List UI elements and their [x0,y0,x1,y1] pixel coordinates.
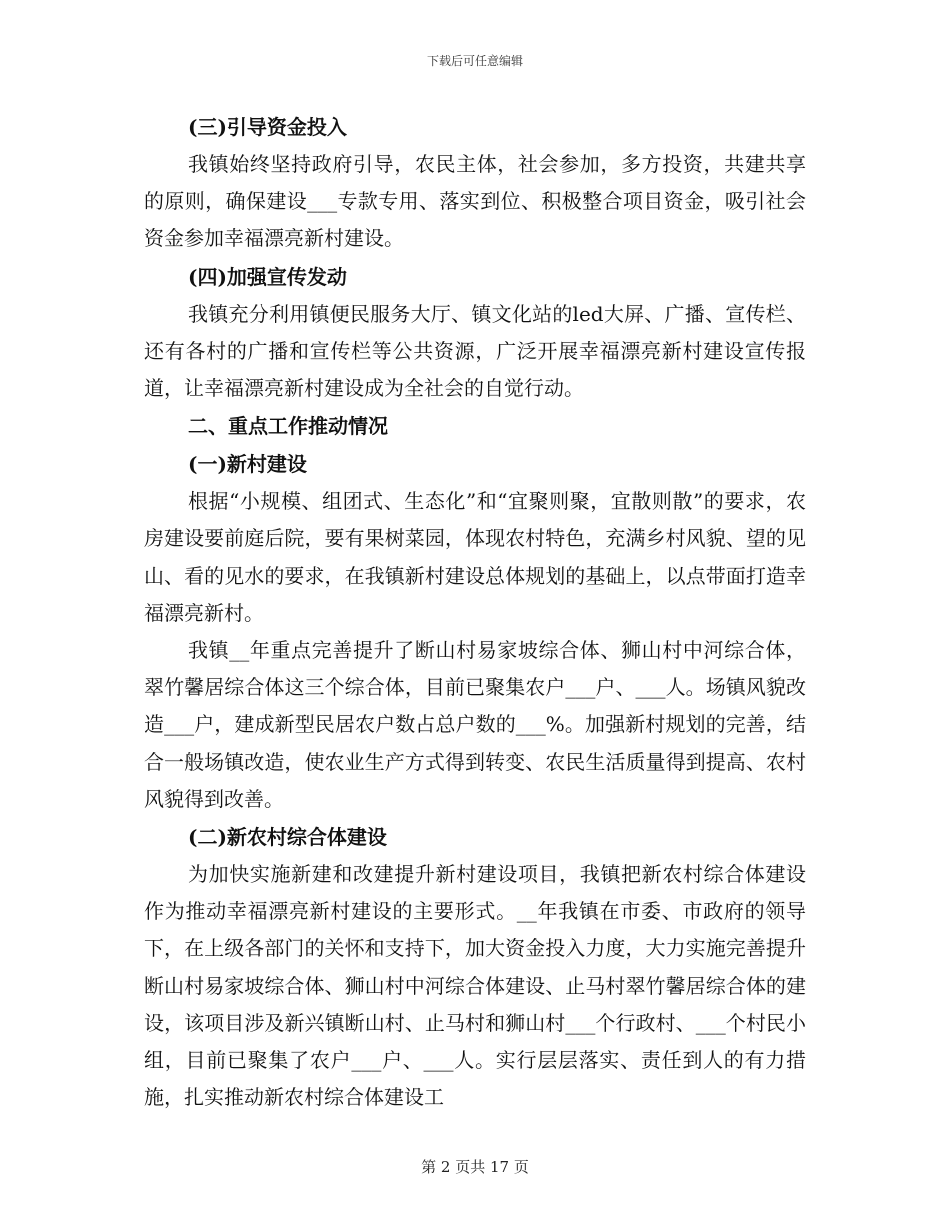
section-heading-complex-construction: (二)新农村综合体建设 [188,825,387,850]
section-heading-publicity: (四)加强宣传发动 [188,264,347,289]
paragraph-new-village-requirements: 根据“小规模、组团式、生态化”和“宜聚则聚，宜散则散”的要求，农房建设要前庭后院，要有果树菜园，体现农村特色，充满乡村风貌、望的见山、看的见水的要求，在我镇新村建设总体规划的基础上，以点带面打造幸福漂亮新村。 [144,489,806,625]
section-heading-key-work: 二、重点工作推动情况 [188,414,388,439]
paragraph-publicity: 我镇充分利用镇便民服务大厅、镇文化站的led大屏、广播、宣传栏、还有各村的广播和宣传栏等公共资源，广泛开展幸福漂亮新村建设宣传报道，让幸福漂亮新村建设成为全社会的自觉行动。 [144,301,806,401]
section-heading-guide-funds: (三)引导资金投入 [188,115,347,139]
section-heading-new-village: (一)新村建设 [188,452,307,477]
paragraph-new-village-progress: 我镇__年重点完善提升了断山村易家坡综合体、狮山村中河综合体，翠竹馨居综合体这三个综合体，目前已聚集农户___户、___人。场镇风貌改造___户，建成新型民居农户数占总户数的___%。加强新村规划的完善，结合一般场镇改造，使农业生产方式得到转变、农民生活质量得到提高、农村风貌得到改善。 [144,638,806,811]
page-header: 下载后可任意编辑 [426,54,523,68]
paragraph-funds: 我镇始终坚持政府引导，农民主体，社会参加，多方投资，共建共享的原则，确保建设___专款专用、落实到位、积极整合项目资金，吸引社会资金参加幸福漂亮新村建设。 [144,152,806,251]
paragraph-complex-construction: 为加快实施新建和改建提升新村建设项目，我镇把新农村综合体建设作为推动幸福漂亮新村建设的主要形式。__年我镇在市委、市政府的领导下，在上级各部门的关怀和支持下，加大资金投入力度，大力实施完善提升断山村易家坡综合体、狮山村中河综合体建设、止马村翠竹馨居综合体的建设，该项目涉及新兴镇断山村、止马村和狮山村___个行政村、___个村民小组，目前已聚集了农户___户、___人。实行层层落实、责任到人的有力措施，扎实推动新农村综合体建设工 [144,862,806,1110]
page-footer: 第 2 页共 17 页 [421,1158,529,1176]
document-body [144,108,806,1116]
